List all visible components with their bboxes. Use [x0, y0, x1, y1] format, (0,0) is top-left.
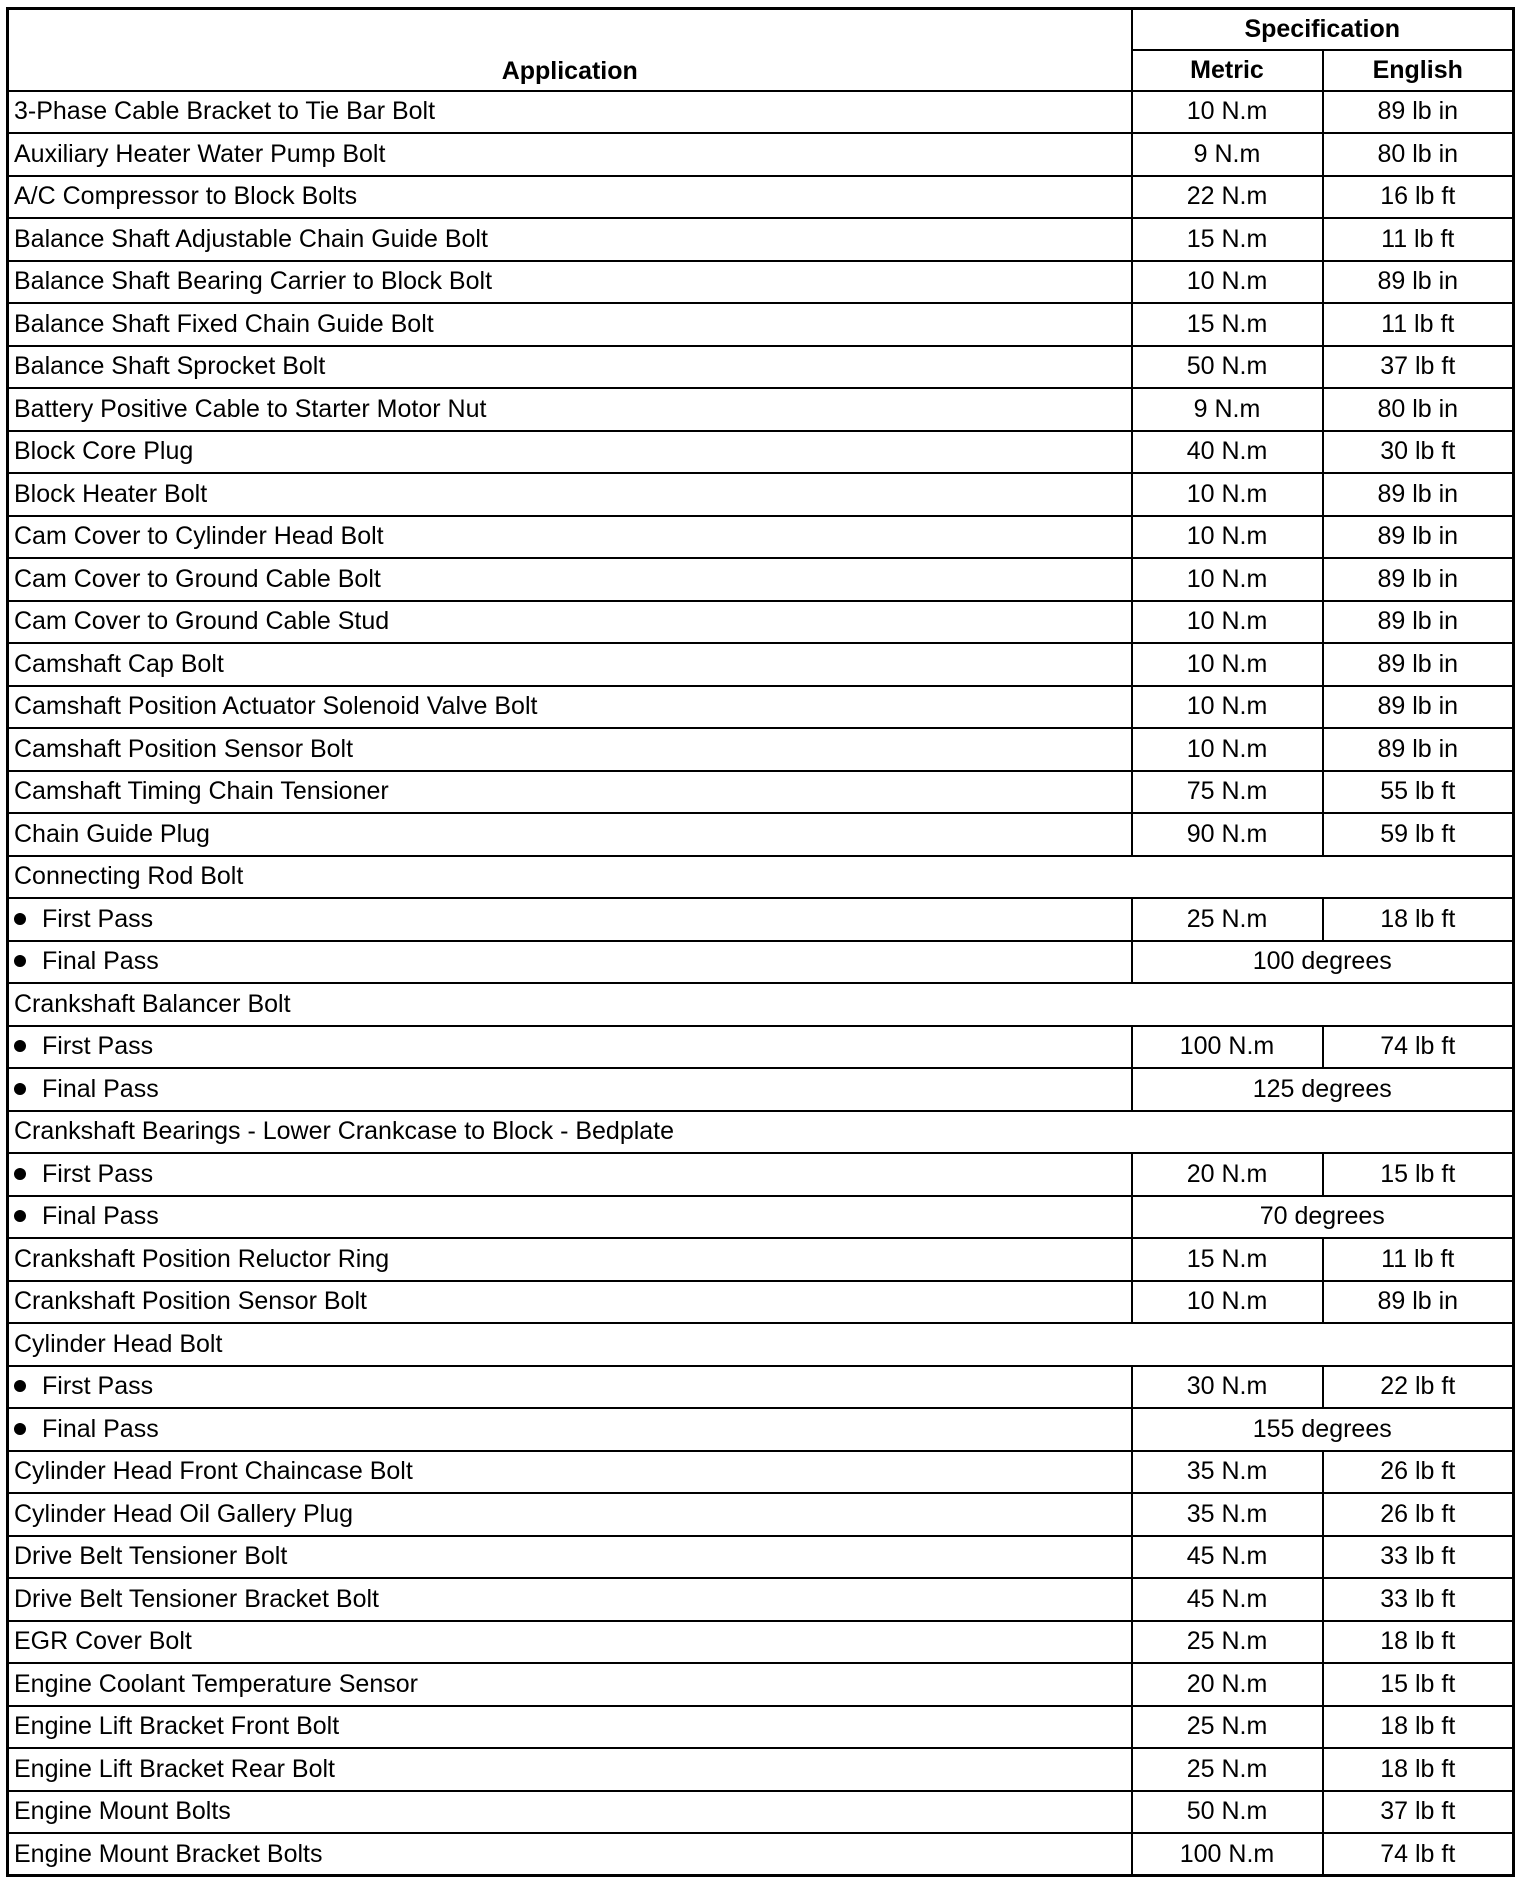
application-cell: Engine Mount Bracket Bolts: [8, 1833, 1132, 1876]
application-cell: Cam Cover to Ground Cable Stud: [8, 601, 1132, 644]
application-cell: Chain Guide Plug: [8, 813, 1132, 856]
metric-cell: 30 N.m: [1132, 1366, 1323, 1409]
english-cell: 26 lb ft: [1323, 1493, 1514, 1536]
table-row: [8, 1578, 1514, 1621]
english-cell: 89 lb in: [1323, 728, 1514, 771]
english-cell: 89 lb in: [1323, 91, 1514, 134]
english-cell: 33 lb ft: [1323, 1578, 1514, 1621]
application-cell: 3-Phase Cable Bracket to Tie Bar Bolt: [8, 91, 1132, 134]
english-cell: 11 lb ft: [1323, 1238, 1514, 1281]
metric-header: Metric: [1132, 50, 1323, 91]
metric-cell: 75 N.m: [1132, 771, 1323, 814]
application-cell: Auxiliary Heater Water Pump Bolt: [8, 133, 1132, 176]
english-cell: 16 lb ft: [1323, 176, 1514, 219]
english-cell: 55 lb ft: [1323, 771, 1514, 814]
table-row: [8, 1791, 1514, 1834]
metric-cell: 22 N.m: [1132, 176, 1323, 219]
metric-cell: 25 N.m: [1132, 898, 1323, 941]
metric-cell: 35 N.m: [1132, 1451, 1323, 1494]
english-cell: 59 lb ft: [1323, 813, 1514, 856]
table-row: [8, 1281, 1514, 1324]
table-row: [8, 516, 1514, 559]
table-row: [8, 1621, 1514, 1664]
english-cell: 33 lb ft: [1323, 1536, 1514, 1579]
table-row: [8, 1068, 1514, 1111]
table-row: [8, 771, 1514, 814]
english-cell: 18 lb ft: [1323, 1706, 1514, 1749]
metric-cell: 20 N.m: [1132, 1153, 1323, 1196]
bullet-icon: [14, 955, 26, 967]
table-row: [8, 643, 1514, 686]
angle-spec-cell: 125 degrees: [1132, 1068, 1514, 1111]
metric-cell: 10 N.m: [1132, 91, 1323, 134]
application-cell: Drive Belt Tensioner Bolt: [8, 1536, 1132, 1579]
sub-step-cell: [8, 1196, 1132, 1239]
table-row: [8, 686, 1514, 729]
table-row: [8, 558, 1514, 601]
english-cell: 89 lb in: [1323, 643, 1514, 686]
table-row: [8, 941, 1514, 984]
application-header: Application: [8, 9, 1132, 91]
metric-cell: 25 N.m: [1132, 1748, 1323, 1791]
application-cell: Block Core Plug: [8, 431, 1132, 474]
application-cell: Camshaft Cap Bolt: [8, 643, 1132, 686]
metric-cell: 15 N.m: [1132, 1238, 1323, 1281]
english-cell: 89 lb in: [1323, 686, 1514, 729]
angle-spec-cell: 155 degrees: [1132, 1408, 1514, 1451]
application-cell: Camshaft Timing Chain Tensioner: [8, 771, 1132, 814]
table-row: [8, 473, 1514, 516]
metric-cell: 9 N.m: [1132, 133, 1323, 176]
sub-step-cell: [8, 1366, 1132, 1409]
table-row: [8, 1536, 1514, 1579]
metric-cell: 10 N.m: [1132, 558, 1323, 601]
english-cell: 18 lb ft: [1323, 1621, 1514, 1664]
sub-step-label: First Pass: [42, 904, 154, 933]
english-cell: 18 lb ft: [1323, 898, 1514, 941]
table-row: [8, 1111, 1514, 1154]
english-cell: 26 lb ft: [1323, 1451, 1514, 1494]
bullet-icon: [14, 1168, 26, 1180]
bullet-icon: [14, 1040, 26, 1052]
sub-step-cell: [8, 1408, 1132, 1451]
table-row: [8, 1833, 1514, 1876]
metric-cell: 45 N.m: [1132, 1578, 1323, 1621]
english-cell: 37 lb ft: [1323, 346, 1514, 389]
application-cell: Engine Coolant Temperature Sensor: [8, 1663, 1132, 1706]
table-row: [8, 1366, 1514, 1409]
metric-cell: 10 N.m: [1132, 1281, 1323, 1324]
table-row: [8, 1323, 1514, 1366]
table-row: [8, 983, 1514, 1026]
table-row: [8, 1153, 1514, 1196]
metric-cell: 100 N.m: [1132, 1026, 1323, 1069]
table-row: [8, 1238, 1514, 1281]
table-row: [8, 261, 1514, 304]
application-cell: Cylinder Head Front Chaincase Bolt: [8, 1451, 1132, 1494]
application-cell: Engine Lift Bracket Front Bolt: [8, 1706, 1132, 1749]
metric-cell: 10 N.m: [1132, 728, 1323, 771]
application-cell: Crankshaft Position Sensor Bolt: [8, 1281, 1132, 1324]
sub-step-cell: [8, 898, 1132, 941]
table-header: [8, 9, 1514, 91]
angle-spec-cell: 100 degrees: [1132, 941, 1514, 984]
english-cell: 89 lb in: [1323, 473, 1514, 516]
table-row: [8, 601, 1514, 644]
table-row: [8, 431, 1514, 474]
english-cell: 89 lb in: [1323, 601, 1514, 644]
metric-cell: 50 N.m: [1132, 1791, 1323, 1834]
sub-step-cell: [8, 941, 1132, 984]
group-title-cell: Crankshaft Balancer Bolt: [8, 983, 1514, 1026]
english-cell: 89 lb in: [1323, 516, 1514, 559]
application-cell: Cam Cover to Cylinder Head Bolt: [8, 516, 1132, 559]
english-cell: 30 lb ft: [1323, 431, 1514, 474]
table-row: [8, 1451, 1514, 1494]
application-cell: Crankshaft Position Reluctor Ring: [8, 1238, 1132, 1281]
metric-cell: 9 N.m: [1132, 388, 1323, 431]
application-cell: Balance Shaft Sprocket Bolt: [8, 346, 1132, 389]
metric-cell: 25 N.m: [1132, 1621, 1323, 1664]
application-cell: Camshaft Position Actuator Solenoid Valve Bolt: [8, 686, 1132, 729]
metric-cell: 50 N.m: [1132, 346, 1323, 389]
application-cell: Engine Mount Bolts: [8, 1791, 1132, 1834]
metric-cell: 40 N.m: [1132, 431, 1323, 474]
english-cell: 15 lb ft: [1323, 1153, 1514, 1196]
application-cell: EGR Cover Bolt: [8, 1621, 1132, 1664]
application-cell: Block Heater Bolt: [8, 473, 1132, 516]
english-cell: 89 lb in: [1323, 261, 1514, 304]
metric-cell: 10 N.m: [1132, 686, 1323, 729]
metric-cell: 15 N.m: [1132, 218, 1323, 261]
application-cell: Cylinder Head Oil Gallery Plug: [8, 1493, 1132, 1536]
sub-step-label: Final Pass: [42, 947, 159, 976]
table-body: [8, 91, 1514, 1876]
table-row: [8, 856, 1514, 899]
table-row: [8, 388, 1514, 431]
english-cell: 89 lb in: [1323, 1281, 1514, 1324]
metric-cell: 10 N.m: [1132, 261, 1323, 304]
table-row: [8, 1663, 1514, 1706]
english-cell: 80 lb in: [1323, 388, 1514, 431]
application-cell: Battery Positive Cable to Starter Motor Nut: [8, 388, 1132, 431]
sub-step-label: First Pass: [42, 1159, 154, 1188]
metric-cell: 100 N.m: [1132, 1833, 1323, 1876]
table-row: [8, 1748, 1514, 1791]
table-row: [8, 1493, 1514, 1536]
english-header: English: [1323, 50, 1514, 91]
table-row: [8, 303, 1514, 346]
metric-cell: 25 N.m: [1132, 1706, 1323, 1749]
bullet-icon: [14, 913, 26, 925]
application-cell: Balance Shaft Adjustable Chain Guide Bolt: [8, 218, 1132, 261]
group-title-cell: Connecting Rod Bolt: [8, 856, 1514, 899]
english-cell: 22 lb ft: [1323, 1366, 1514, 1409]
english-cell: 80 lb in: [1323, 133, 1514, 176]
metric-cell: 10 N.m: [1132, 516, 1323, 559]
application-cell: Camshaft Position Sensor Bolt: [8, 728, 1132, 771]
table-row: [8, 176, 1514, 219]
application-cell: Engine Lift Bracket Rear Bolt: [8, 1748, 1132, 1791]
metric-cell: 45 N.m: [1132, 1536, 1323, 1579]
torque-spec-table: [6, 7, 1515, 1877]
table-row: [8, 813, 1514, 856]
sub-step-cell: [8, 1026, 1132, 1069]
english-cell: 11 lb ft: [1323, 303, 1514, 346]
bullet-icon: [14, 1423, 26, 1435]
english-cell: 37 lb ft: [1323, 1791, 1514, 1834]
application-cell: Drive Belt Tensioner Bracket Bolt: [8, 1578, 1132, 1621]
application-cell: A/C Compressor to Block Bolts: [8, 176, 1132, 219]
english-cell: 74 lb ft: [1323, 1833, 1514, 1876]
table-row: [8, 1706, 1514, 1749]
metric-cell: 10 N.m: [1132, 601, 1323, 644]
table-row: [8, 1026, 1514, 1069]
sub-step-label: Final Pass: [42, 1414, 159, 1443]
table-row: [8, 1196, 1514, 1239]
application-cell: Cam Cover to Ground Cable Bolt: [8, 558, 1132, 601]
english-cell: 18 lb ft: [1323, 1748, 1514, 1791]
sub-step-cell: [8, 1153, 1132, 1196]
bullet-icon: [14, 1083, 26, 1095]
english-cell: 74 lb ft: [1323, 1026, 1514, 1069]
table-row: [8, 1408, 1514, 1451]
angle-spec-cell: 70 degrees: [1132, 1196, 1514, 1239]
table-row: [8, 728, 1514, 771]
metric-cell: 10 N.m: [1132, 473, 1323, 516]
table-row: [8, 133, 1514, 176]
metric-cell: 10 N.m: [1132, 643, 1323, 686]
metric-cell: 90 N.m: [1132, 813, 1323, 856]
english-cell: 89 lb in: [1323, 558, 1514, 601]
sub-step-label: First Pass: [42, 1372, 154, 1401]
bullet-icon: [14, 1210, 26, 1222]
sub-step-cell: [8, 1068, 1132, 1111]
metric-cell: 35 N.m: [1132, 1493, 1323, 1536]
group-title-cell: Crankshaft Bearings - Lower Crankcase to Block - Bedplate: [8, 1111, 1514, 1154]
bullet-icon: [14, 1380, 26, 1392]
sub-step-label: First Pass: [42, 1032, 154, 1061]
metric-cell: 15 N.m: [1132, 303, 1323, 346]
application-cell: Balance Shaft Fixed Chain Guide Bolt: [8, 303, 1132, 346]
table-row: [8, 346, 1514, 389]
sub-step-label: Final Pass: [42, 1202, 159, 1231]
specification-header: Specification: [1132, 9, 1514, 50]
group-title-cell: Cylinder Head Bolt: [8, 1323, 1514, 1366]
english-cell: 11 lb ft: [1323, 218, 1514, 261]
sub-step-label: Final Pass: [42, 1074, 159, 1103]
table-row: [8, 91, 1514, 134]
english-cell: 15 lb ft: [1323, 1663, 1514, 1706]
metric-cell: 20 N.m: [1132, 1663, 1323, 1706]
table-row: [8, 898, 1514, 941]
table-row: [8, 218, 1514, 261]
application-cell: Balance Shaft Bearing Carrier to Block Bolt: [8, 261, 1132, 304]
